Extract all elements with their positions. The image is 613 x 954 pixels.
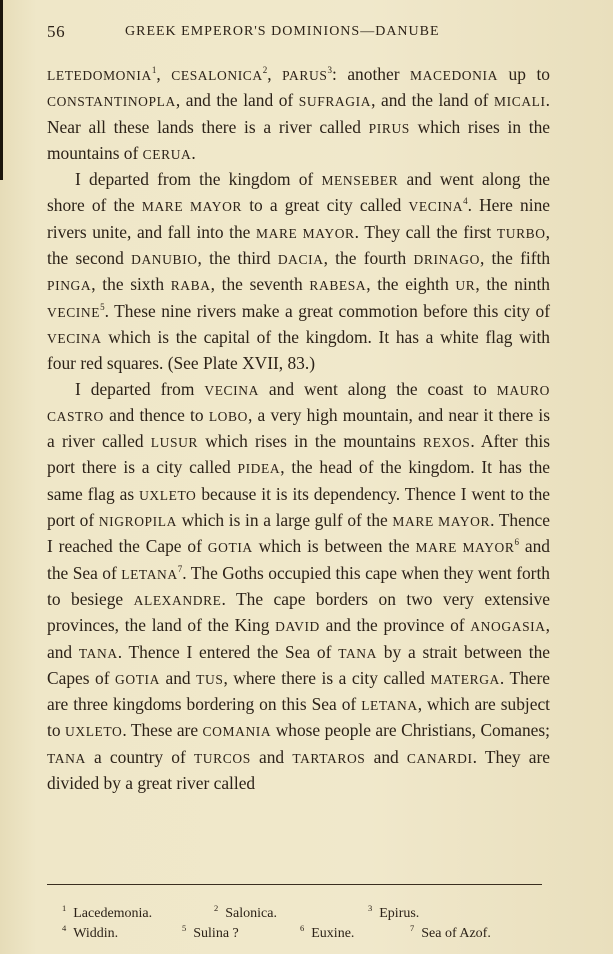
text-run: , the ninth	[475, 274, 551, 295]
place-name: UR	[455, 278, 476, 294]
place-name: UXLETO	[139, 487, 197, 503]
footnote-item	[182, 924, 239, 944]
footnote-number: 4	[62, 923, 67, 933]
footnote-divider	[47, 884, 542, 885]
footnote-item	[300, 924, 354, 944]
text-run: and thence to	[103, 404, 209, 425]
text-run: . Here nine rivers unite, and fall into the	[47, 195, 550, 242]
text-run: : another	[331, 64, 411, 84]
place-name: TUS	[196, 671, 224, 687]
footnote-number: 5	[182, 923, 187, 933]
text-run: , where there is a city called	[223, 667, 431, 688]
text-run: . Thence I entered the Sea of	[117, 641, 339, 662]
place-name: RABESA	[309, 278, 367, 294]
place-name: MACEDONIA	[410, 68, 498, 83]
place-name: MENSEBER	[321, 173, 399, 189]
footnote-text: Sea of Azof.	[421, 926, 491, 941]
footnote-ref: 6	[514, 537, 519, 548]
text-run: , the fourth	[323, 248, 414, 269]
text-run: , the head of the kingdom. It has the same flag as	[47, 457, 550, 504]
footnote-number: 3	[368, 903, 373, 913]
text-run: and went along the coast to	[258, 378, 497, 399]
footnote-item	[62, 904, 152, 924]
place-name: PIDEA	[237, 461, 281, 477]
text-run: , the fifth	[479, 248, 551, 269]
footnote-ref: 7	[177, 563, 183, 574]
text-run: which is between the	[252, 536, 416, 557]
place-name: DANUBIO	[131, 252, 198, 268]
text-run: , the second	[47, 221, 550, 269]
footnote-ref: 5	[100, 301, 105, 312]
text-run: and	[365, 746, 407, 767]
text-run: because it is its dependency. Thence I went to the port of	[47, 483, 550, 531]
place-name: MARE MAYOR	[392, 514, 491, 530]
place-name: VECINA	[408, 199, 464, 215]
paragraph-1	[47, 62, 550, 167]
footnote-item	[62, 924, 118, 944]
text-run: and	[250, 746, 293, 767]
text-run: .	[191, 142, 196, 163]
footnote-ref: 1	[151, 65, 157, 75]
text-run: and the province of	[319, 615, 471, 636]
place-name: ANOGASIA	[470, 619, 546, 635]
place-name: UXLETO	[65, 724, 123, 740]
footnote-text: Sulina ?	[193, 926, 239, 941]
place-name: PIRUS	[368, 120, 410, 136]
footnote-ref: 2	[262, 65, 268, 75]
footnote-ref: 4	[463, 196, 468, 207]
text-run: . They call the first	[354, 221, 497, 242]
footnote-row	[62, 904, 552, 924]
text-run: . These are	[122, 720, 203, 741]
footnote-number: 2	[214, 903, 219, 913]
place-name: LETANA	[361, 698, 418, 714]
footnote-text: Euxine.	[311, 926, 355, 941]
text-run: , and the land of	[371, 90, 495, 111]
text-run: . The Goths occupied this cape when they went forth to besiege	[47, 562, 550, 609]
footnote-number: 6	[300, 923, 305, 933]
place-name: LETEDOMONIA	[47, 68, 152, 83]
running-title: GREEK EMPEROR'S DOMINIONS—DANUBE	[125, 24, 440, 39]
footnote-ref: 3	[327, 65, 332, 75]
page-edge-shadow	[0, 0, 3, 180]
place-name: DACIA	[277, 252, 324, 268]
place-name: MARE MAYOR	[256, 225, 355, 241]
footnote-number: 7	[410, 923, 415, 933]
place-name: TARTAROS	[292, 750, 366, 766]
text-run: and	[160, 667, 197, 688]
person-name: DAVID	[275, 619, 320, 635]
text-run: I departed from	[75, 378, 205, 399]
place-name: VECINA	[204, 382, 259, 398]
place-name: CERUA	[142, 146, 192, 162]
text-run: , the eighth	[366, 274, 456, 295]
text-run: and the Sea of	[47, 536, 550, 583]
place-name: VECINE	[47, 304, 101, 320]
footnote-number: 1	[62, 903, 67, 913]
text-run: , the sixth	[91, 274, 171, 295]
place-name: COMANIA	[202, 724, 272, 740]
place-name: CANARDI	[406, 750, 473, 766]
paragraph-3	[47, 377, 550, 797]
place-name: MARE MAYOR	[415, 540, 515, 556]
place-name: REXOS	[423, 435, 471, 451]
text-run: , and	[47, 615, 550, 662]
footnotes	[62, 904, 552, 944]
text-run: up to	[497, 64, 550, 84]
text-run: a country of	[85, 746, 194, 767]
place-name: MARE MAYOR	[141, 199, 243, 215]
place-name: TANA	[338, 645, 378, 661]
place-name: LUSUR	[150, 435, 199, 451]
text-run: and went along the shore of the	[47, 169, 551, 216]
text-run: , which are subject to	[47, 694, 550, 741]
place-name: LOBO	[208, 408, 248, 424]
place-name: MICALI	[494, 94, 546, 110]
text-run: . Thence I reached the Cape of	[47, 510, 550, 557]
text-run: which is in a large gulf of the	[176, 510, 393, 531]
text-run: , and the land of	[175, 90, 299, 111]
page-header	[47, 22, 547, 44]
place-name: TANA	[78, 645, 118, 661]
place-name: MATERGA	[430, 671, 500, 687]
text-run: . There are three kingdoms bordering on this Sea of	[47, 667, 550, 715]
place-name: LETANA	[121, 566, 178, 582]
text-run: . After this port there is a city called	[47, 431, 550, 478]
page-number: 56	[47, 22, 66, 41]
text-run: , the seventh	[210, 274, 310, 295]
footnote-text: Widdin.	[73, 926, 119, 941]
place-name: RABA	[170, 278, 211, 294]
text-run: . Near all these lands there is a river called	[47, 90, 550, 137]
text-run: which is the capital of the kingdom. It has a white flag with four red squares. (See Plate XVII, 83.)	[47, 326, 550, 374]
text-run: . These nine rivers make a great commotion before this city of	[104, 300, 550, 321]
place-name: CONSTANTINOPLA	[47, 94, 176, 110]
footnote-text: Epirus.	[379, 906, 420, 921]
footnote-text: Lacedemonia.	[73, 906, 153, 921]
place-name: MAURO CASTRO	[47, 382, 550, 424]
place-name: TURCOS	[193, 750, 251, 766]
footnote-text: Salonica.	[225, 906, 277, 921]
text-run: , the third	[197, 248, 278, 269]
footnote-item	[214, 904, 277, 924]
footnote-item	[368, 904, 419, 924]
body-text	[47, 62, 550, 796]
place-name: ALEXANDRE	[133, 592, 222, 608]
text-run: ,	[267, 64, 283, 84]
place-name: NIGROPILA	[98, 514, 177, 530]
place-name: TURBO	[496, 225, 546, 241]
text-run: ,	[156, 64, 172, 84]
place-name: SUFRAGIA	[298, 94, 372, 110]
text-run: I departed from the kingdom of	[75, 169, 322, 190]
place-name: PINGA	[47, 278, 92, 294]
text-run: . The cape borders on two very extensive provinces, the land of the King	[47, 588, 551, 636]
place-name: GOTIA	[207, 540, 253, 556]
place-name: TANA	[47, 750, 86, 766]
text-run: by a strait between the Capes of	[47, 641, 550, 688]
text-run: which rises in the mountains of	[47, 116, 550, 163]
text-run: , a very high mountain, and near it there is a river called	[47, 404, 551, 452]
text-run: which rises in the mountains	[198, 431, 424, 452]
place-name: GOTIA	[115, 671, 160, 687]
footnote-item	[410, 924, 491, 944]
place-name: DRINAGO	[413, 252, 480, 268]
paragraph-2	[47, 167, 550, 376]
text-run: . They are divided by a great river called	[47, 746, 550, 794]
text-run: whose people are Christians, Comanes;	[271, 720, 550, 741]
text-run: to a great city called	[242, 195, 409, 216]
place-name: VECINA	[47, 330, 102, 346]
place-name: PARUS	[282, 68, 328, 83]
footnote-row	[62, 924, 552, 944]
place-name: CESALONICA	[171, 68, 263, 83]
